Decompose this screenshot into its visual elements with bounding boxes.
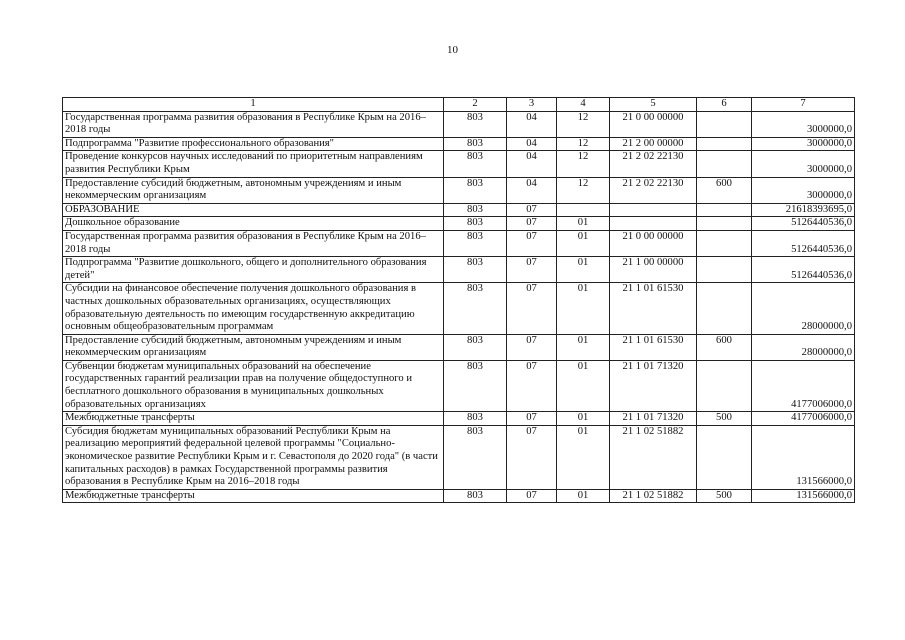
row-amount-cell: 3000000,0	[752, 137, 855, 151]
row-ministry-code-cell: 803	[444, 137, 507, 151]
column-header-1: 1	[63, 98, 444, 112]
table-row	[63, 137, 855, 151]
table-row	[63, 257, 855, 283]
row-ministry-code-cell: 803	[444, 489, 507, 503]
row-target-article-cell: 21 1 00 00000	[610, 257, 697, 283]
row-name-cell: Проведение конкурсов научных исследований по приоритетным направлениям развития Республики Крым	[63, 151, 444, 177]
row-amount-cell: 5126440536,0	[752, 257, 855, 283]
row-ministry-code-cell: 803	[444, 151, 507, 177]
row-amount-cell: 131566000,0	[752, 489, 855, 503]
row-name-cell: Подпрограмма "Развитие профессионального образования"	[63, 137, 444, 151]
row-section-code-cell: 07	[507, 203, 557, 217]
row-expense-type-cell	[697, 360, 752, 411]
table-row	[63, 283, 855, 334]
row-expense-type-cell	[697, 151, 752, 177]
row-target-article-cell: 21 1 01 71320	[610, 412, 697, 426]
page-number: 10	[447, 44, 458, 56]
row-ministry-code-cell: 803	[444, 334, 507, 360]
row-ministry-code-cell: 803	[444, 177, 507, 203]
row-name-cell: Субвенции бюджетам муниципальных образований на обеспечение государственных гарантий реализации прав на получение общедоступного и бесплатного дошкольного образования в муниципальных дошкольных образовательных организациях	[63, 360, 444, 411]
row-subsection-code-cell	[557, 203, 610, 217]
row-subsection-code-cell: 01	[557, 334, 610, 360]
row-target-article-cell: 21 0 00 00000	[610, 230, 697, 256]
row-target-article-cell: 21 1 01 71320	[610, 360, 697, 411]
row-expense-type-cell	[697, 203, 752, 217]
row-amount-cell: 3000000,0	[752, 151, 855, 177]
row-name-cell: Субсидии на финансовое обеспечение получения дошкольного образования в частных дошкольных образовательных организациях, осуществляющих образовательную деятельность по имеющим государственную аккредитацию основным общеобразовательным программам	[63, 283, 444, 334]
table-row	[63, 217, 855, 231]
row-target-article-cell: 21 1 01 61530	[610, 334, 697, 360]
column-header-7: 7	[752, 98, 855, 112]
row-section-code-cell: 04	[507, 151, 557, 177]
row-section-code-cell: 07	[507, 412, 557, 426]
row-section-code-cell: 07	[507, 425, 557, 489]
row-expense-type-cell: 600	[697, 334, 752, 360]
row-subsection-code-cell: 12	[557, 151, 610, 177]
row-expense-type-cell	[697, 257, 752, 283]
row-amount-cell: 5126440536,0	[752, 217, 855, 231]
row-ministry-code-cell: 803	[444, 230, 507, 256]
row-expense-type-cell	[697, 111, 752, 137]
row-name-cell: Дошкольное образование	[63, 217, 444, 231]
table-row	[63, 489, 855, 503]
row-ministry-code-cell: 803	[444, 425, 507, 489]
row-subsection-code-cell: 01	[557, 425, 610, 489]
row-target-article-cell: 21 2 02 22130	[610, 177, 697, 203]
row-expense-type-cell: 500	[697, 412, 752, 426]
row-expense-type-cell	[697, 137, 752, 151]
table-header-row	[63, 98, 855, 112]
row-subsection-code-cell: 01	[557, 230, 610, 256]
row-amount-cell: 131566000,0	[752, 425, 855, 489]
row-section-code-cell: 07	[507, 283, 557, 334]
row-subsection-code-cell: 01	[557, 489, 610, 503]
row-subsection-code-cell: 01	[557, 257, 610, 283]
row-amount-cell: 28000000,0	[752, 334, 855, 360]
table-row	[63, 412, 855, 426]
row-target-article-cell: 21 0 00 00000	[610, 111, 697, 137]
row-section-code-cell: 07	[507, 360, 557, 411]
row-amount-cell: 28000000,0	[752, 283, 855, 334]
row-section-code-cell: 07	[507, 230, 557, 256]
row-name-cell: Межбюджетные трансферты	[63, 489, 444, 503]
row-subsection-code-cell: 01	[557, 412, 610, 426]
row-ministry-code-cell: 803	[444, 257, 507, 283]
row-name-cell: Предоставление субсидий бюджетным, автономным учреждениям и иным некоммерческим организациям	[63, 177, 444, 203]
row-expense-type-cell	[697, 283, 752, 334]
row-target-article-cell	[610, 203, 697, 217]
row-section-code-cell: 04	[507, 177, 557, 203]
row-subsection-code-cell: 12	[557, 177, 610, 203]
row-name-cell: Государственная программа развития образования в Республике Крым на 2016–2018 годы	[63, 230, 444, 256]
row-expense-type-cell	[697, 217, 752, 231]
row-subsection-code-cell: 01	[557, 360, 610, 411]
row-expense-type-cell	[697, 425, 752, 489]
table-row	[63, 425, 855, 489]
row-ministry-code-cell: 803	[444, 203, 507, 217]
row-expense-type-cell	[697, 230, 752, 256]
row-amount-cell: 21618393695,0	[752, 203, 855, 217]
row-target-article-cell	[610, 217, 697, 231]
row-subsection-code-cell: 12	[557, 111, 610, 137]
table-row	[63, 203, 855, 217]
column-header-2: 2	[444, 98, 507, 112]
row-target-article-cell: 21 2 00 00000	[610, 137, 697, 151]
row-subsection-code-cell: 01	[557, 217, 610, 231]
row-ministry-code-cell: 803	[444, 360, 507, 411]
row-section-code-cell: 07	[507, 217, 557, 231]
row-name-cell: ОБРАЗОВАНИЕ	[63, 203, 444, 217]
row-section-code-cell: 07	[507, 257, 557, 283]
row-target-article-cell: 21 1 02 51882	[610, 425, 697, 489]
table-row	[63, 360, 855, 411]
row-section-code-cell: 07	[507, 489, 557, 503]
row-name-cell: Межбюджетные трансферты	[63, 412, 444, 426]
row-section-code-cell: 04	[507, 137, 557, 151]
row-section-code-cell: 04	[507, 111, 557, 137]
row-ministry-code-cell: 803	[444, 217, 507, 231]
row-name-cell: Подпрограмма "Развитие дошкольного, общего и дополнительного образования детей"	[63, 257, 444, 283]
row-target-article-cell: 21 2 02 22130	[610, 151, 697, 177]
row-name-cell: Государственная программа развития образования в Республике Крым на 2016–2018 годы	[63, 111, 444, 137]
column-header-4: 4	[557, 98, 610, 112]
row-ministry-code-cell: 803	[444, 283, 507, 334]
row-expense-type-cell: 500	[697, 489, 752, 503]
row-amount-cell: 5126440536,0	[752, 230, 855, 256]
table-row	[63, 334, 855, 360]
row-name-cell: Субсидия бюджетам муниципальных образований Республики Крым на реализацию мероприятий федеральной целевой программы "Социально-экономическое развитие Республики Крым и г. Севастополя до 2020 года" (в части капитальных расходов) в рамках Государственной программы развития образования в Республике Крым на 2016–2018 годы	[63, 425, 444, 489]
row-target-article-cell: 21 1 01 61530	[610, 283, 697, 334]
row-subsection-code-cell: 12	[557, 137, 610, 151]
row-name-cell: Предоставление субсидий бюджетным, автономным учреждениям и иным некоммерческим организациям	[63, 334, 444, 360]
table-row	[63, 151, 855, 177]
row-target-article-cell: 21 1 02 51882	[610, 489, 697, 503]
budget-table	[62, 97, 855, 503]
row-section-code-cell: 07	[507, 334, 557, 360]
row-amount-cell: 3000000,0	[752, 177, 855, 203]
row-ministry-code-cell: 803	[444, 111, 507, 137]
table-row	[63, 177, 855, 203]
row-amount-cell: 3000000,0	[752, 111, 855, 137]
column-header-5: 5	[610, 98, 697, 112]
table-row	[63, 111, 855, 137]
row-subsection-code-cell: 01	[557, 283, 610, 334]
column-header-3: 3	[507, 98, 557, 112]
row-expense-type-cell: 600	[697, 177, 752, 203]
row-amount-cell: 4177006000,0	[752, 360, 855, 411]
table-row	[63, 230, 855, 256]
row-amount-cell: 4177006000,0	[752, 412, 855, 426]
row-ministry-code-cell: 803	[444, 412, 507, 426]
column-header-6: 6	[697, 98, 752, 112]
